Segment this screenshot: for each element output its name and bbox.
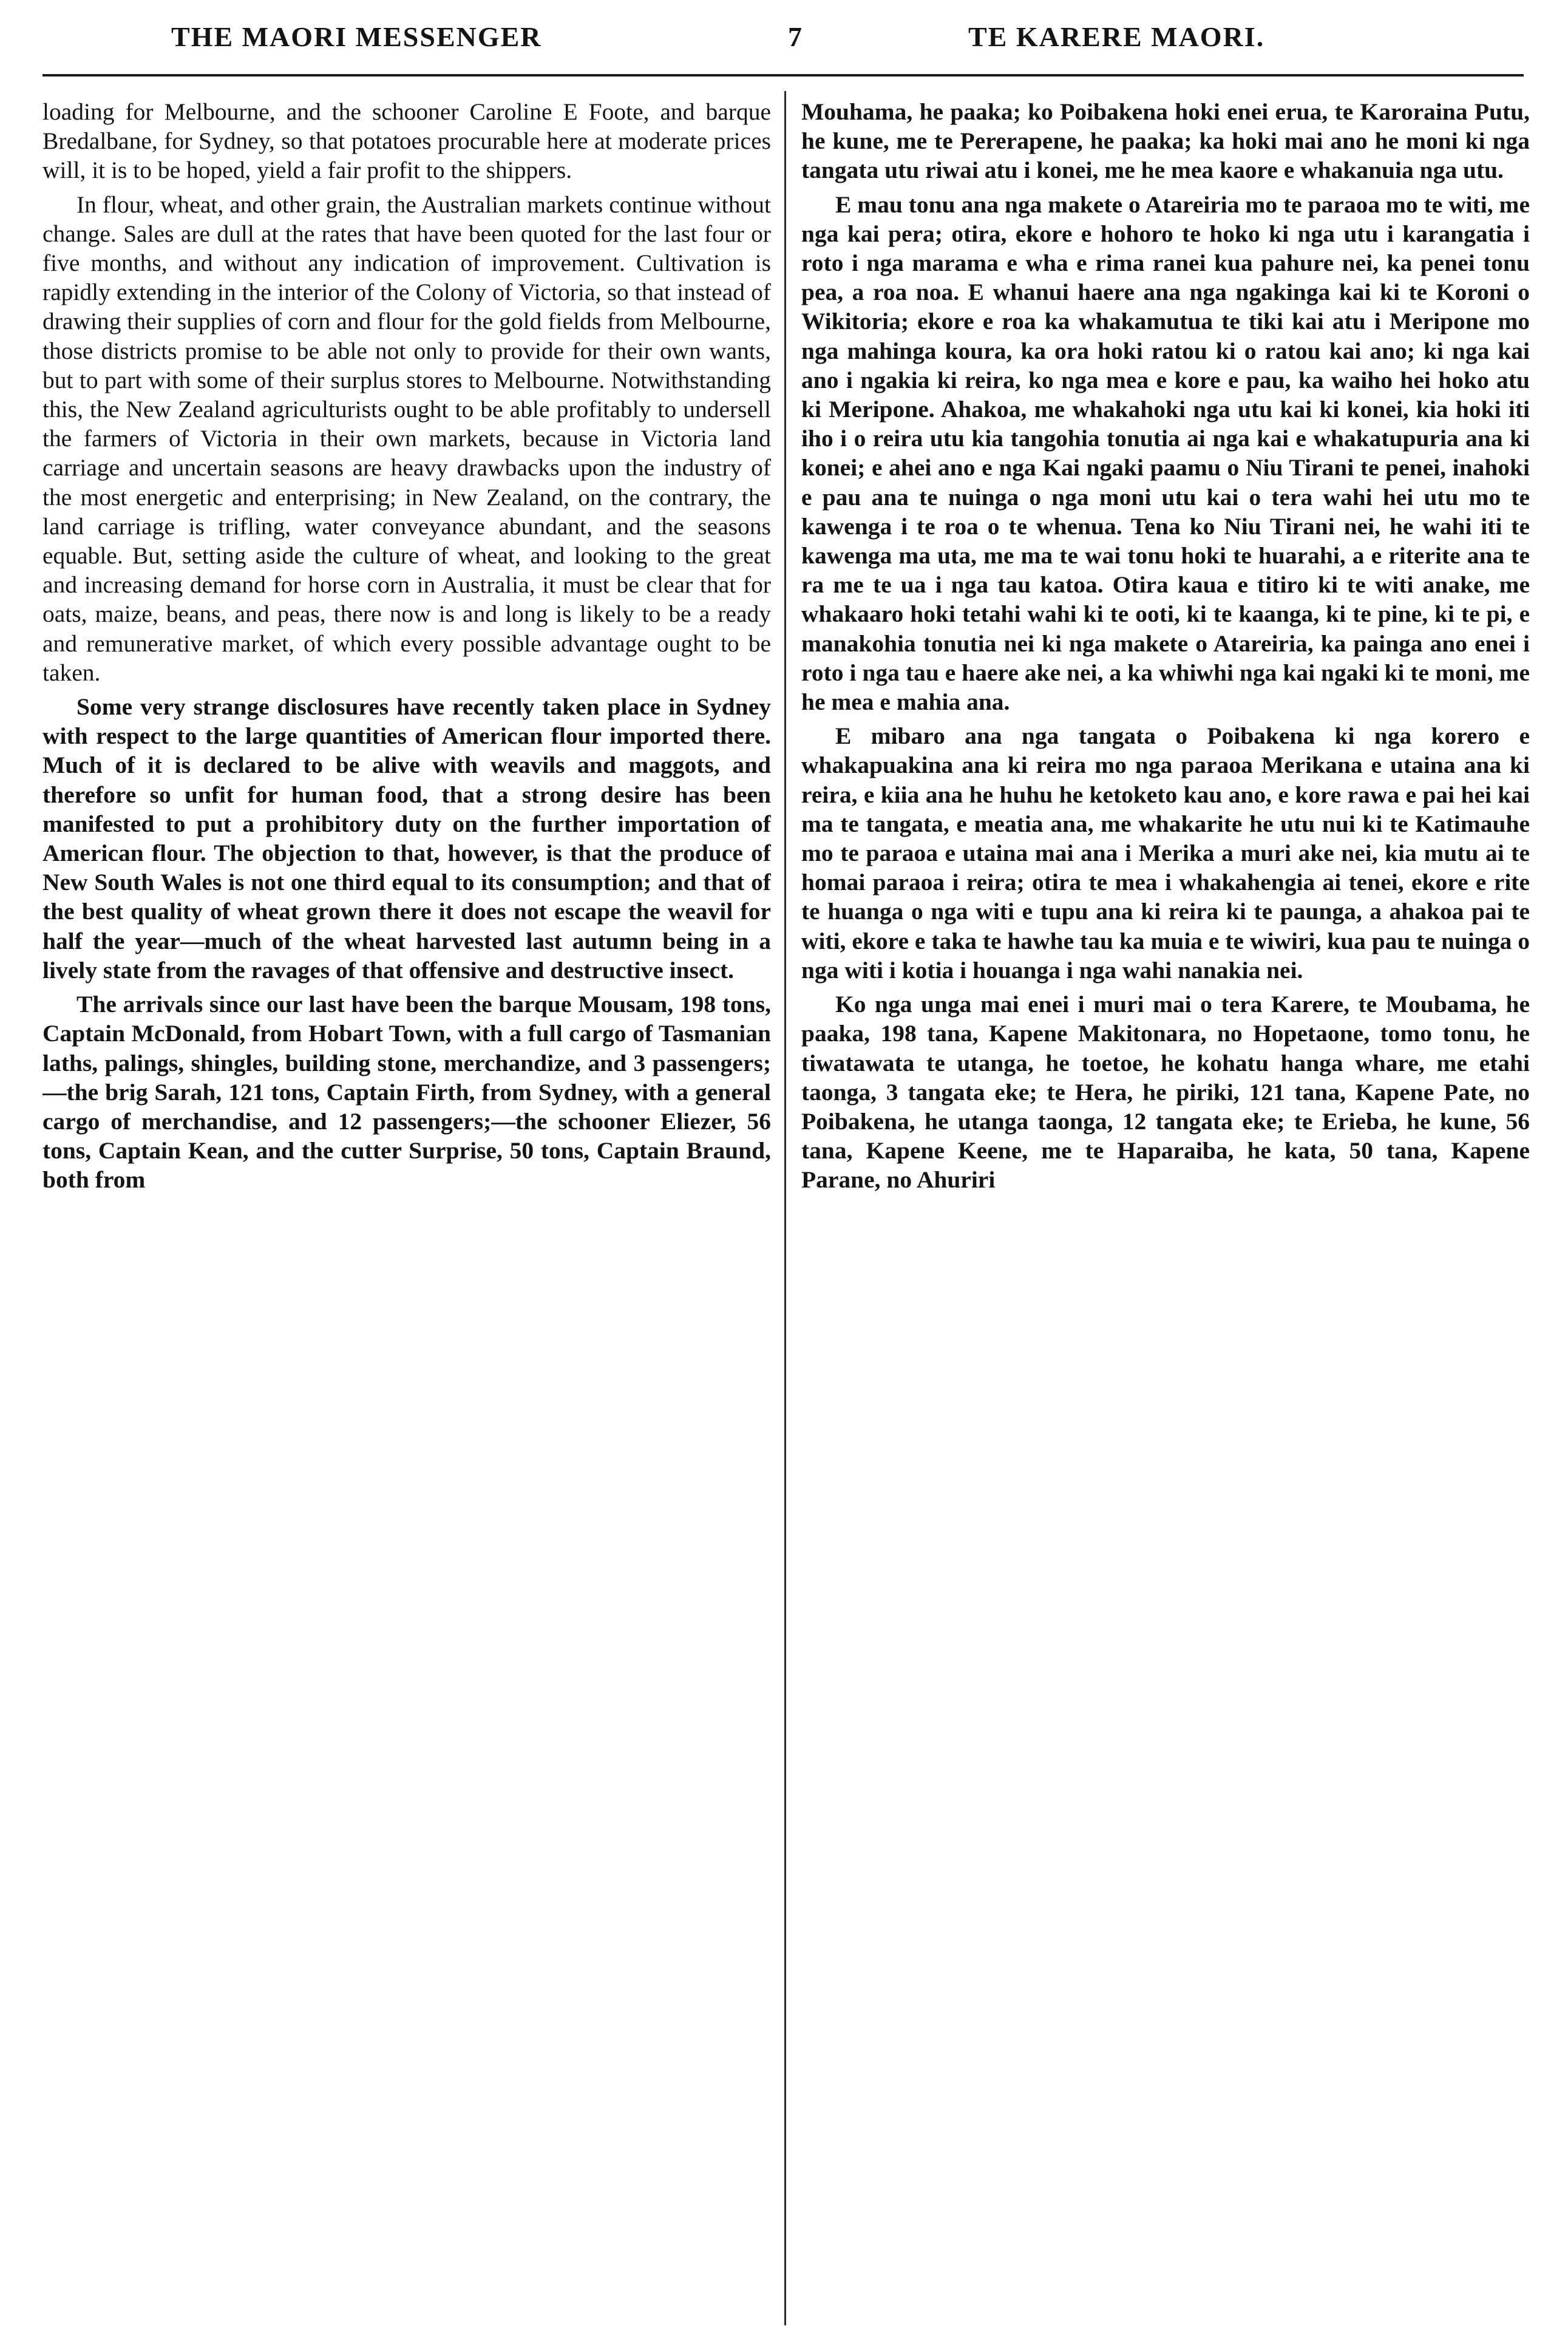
article-paragraph: E mibaro ana nga tangata o Poibakena ki nga korero e whakapuakina ana ki reira mo nga paraoa Merikana e utaina ana ki reira, e kiia ana he huhu he ketoketo kau ano, e kore rawa e pai hei kai ma te tangata, e meatia ana, me whakarite he utu nui ki te Katimauhe mo te paraoa e utaina mai ana i Merika a muri ake nei, kia mutu ai te homai paraoa i reira; otira te mea i whakahengia ai tenei, ekore e rite te huanga o nga witi e tupu ana ki reira ki te paunga, a ahakoa pai te witi, ekore e taka te hawhe tau ka muia e te wiwiri, kua pau te nuinga o nga witi i kotia i houanga i nga wahi nanakia nei.: [801, 722, 1530, 984]
column-divider: [784, 91, 786, 2325]
english-column: [42, 97, 771, 2319]
article-paragraph: Ko nga unga mai enei i muri mai o tera Karere, te Moubama, he paaka, 198 tana, Kapene Makitonara, no Hopetaone, tomo tonu, he tiwatawata te utanga, he toetoe, he kohatu hanga whare, me etahi taonga, 3 tangata eke; te Hera, he piriki, 121 tana, Kapene Pate, no Poibakena, he utanga taonga, 12 tangata eke; te Erieba, he kune, 56 tana, Kapene Keene, me te Haparaiba, he kata, 50 tana, Kapene Parane, no Ahuriri: [801, 991, 1530, 1194]
article-paragraph: The arrivals since our last have been the barque Mousam, 198 tons, Captain McDonald, from Hobart Town, with a full cargo of Tasmanian laths, palings, shingles, building stone, merchandize, and 3 passengers;—the brig Sarah, 121 tons, Captain Firth, from Sydney, with a general cargo of merchandise, and 12 passengers;—the schooner Eliezer, 56 tons, Captain Kean, and the cutter Surprise, 50 tons, Captain Braund, both from: [42, 991, 771, 1194]
masthead-english: THE MAORI MESSENGER: [171, 21, 542, 52]
article-paragraph: loading for Melbourne, and the schooner Caroline E Foote, and barque Bredalbane, for Sydney, so that potatoes procurable here at moderate prices will, it is to be hoped, yield a fair profit to the shippers.: [42, 98, 771, 184]
article-paragraph: Mouhama, he paaka; ko Poibakena hoki enei erua, te Karoraina Putu, he kune, me te Pererapene, he paaka; ka hoki mai ano he moni ki nga tangata utu riwai atu i konei, me he mea kaore e whakanuia nga utu.: [801, 98, 1530, 184]
maori-column: [801, 97, 1530, 2319]
masthead-maori: TE KARERE MAORI.: [968, 21, 1265, 52]
header-rule: [42, 74, 1524, 76]
article-paragraph: Some very strange disclosures have recently taken place in Sydney with respect to the large quantities of American flour imported there. Much of it is declared to be alive with weavils and maggots, and therefore so unfit for human food, that a strong desire has been manifested to put a prohibitory duty on the further importation of American flour. The objection to that, however, is that the produce of New South Wales is not one third equal to its consumption; and that of the best quality of wheat grown there it does not escape the weavil for half the year—much of the wheat harvested last autumn being in a lively state from the ravages of that offensive and destructive insect.: [42, 693, 771, 984]
page-number: 7: [788, 21, 803, 52]
article-paragraph: E mau tonu ana nga makete o Atareiria mo te paraoa mo te witi, me nga kai pera; otira, ekore e hohoro te hoko ki nga utu i karangatia i roto i nga marama e wha e rima ranei kua pahure nei, ka penei tonu pea, a roa noa. E whanui haere ana nga ngakinga kai ki te Koroni o Wikitoria; ekore e roa ka whakamutua te tiki kai atu i Meripone mo nga mahinga koura, ka ora hoki ratou ki o ratou kai ano; ki nga kai ano i ngakia ki reira, ko nga mea e kore e pau, ka waiho hei hoko atu ki Meripone. Ahakoa, me whakahoki nga utu kai ki konei, kia hoki iti iho i o reira utu kia tangohia tonutia ai nga kai e whakatupuria ana ki konei; e ahei ano e nga Kai ngaki paamu o Niu Tirani te penei, inahoki e pau ana te nuinga o nga moni utu kai o tera wahi hei utu mo te kawenga i te roa o te whenua. Tena ko Niu Tirani nei, he wahi iti te kawenga ma uta, me ma te wai tonu hoki te huarahi, a e riterite ana te ra me te ua i nga tau katoa. Otira kaua e titiro ki te witi anake, me whakaaro hoki tetahi wahi ki te ooti, ki te kaanga, ki te pine, ki te pi, e manakohia tonutia nei ki nga makete o Atareiria, ka painga ano enei i roto i nga tau e haere ake nei, a ka whiwhi nga kai ngaki ki te moni, me he mea e mahia ana.: [801, 191, 1530, 716]
page-header: [42, 21, 1526, 63]
article-paragraph: In flour, wheat, and other grain, the Australian markets continue without change. Sales are dull at the rates that have been quoted for the last four or five months, and without any indication of improvement. Cultivation is rapidly extending in the interior of the Colony of Victoria, so that instead of drawing their supplies of corn and flour for the gold fields from Melbourne, those districts promise to be able not only to provide for their own wants, but to part with some of their surplus stores to Melbourne. Notwithstanding this, the New Zealand agriculturists ought to be able profitably to undersell the farmers of Victoria in their own markets, because in Victoria land carriage and uncertain seasons are heavy drawbacks upon the industry of the most energetic and enterprising; in New Zealand, on the contrary, the land carriage is trifling, water conveyance abundant, and the seasons equable. But, setting aside the culture of wheat, and looking to the great and increasing demand for horse corn in Australia, it must be clear that for oats, maize, beans, and peas, there now is and long is likely to be a ready and remunerative market, of which every possible advantage ought to be taken.: [42, 191, 771, 686]
